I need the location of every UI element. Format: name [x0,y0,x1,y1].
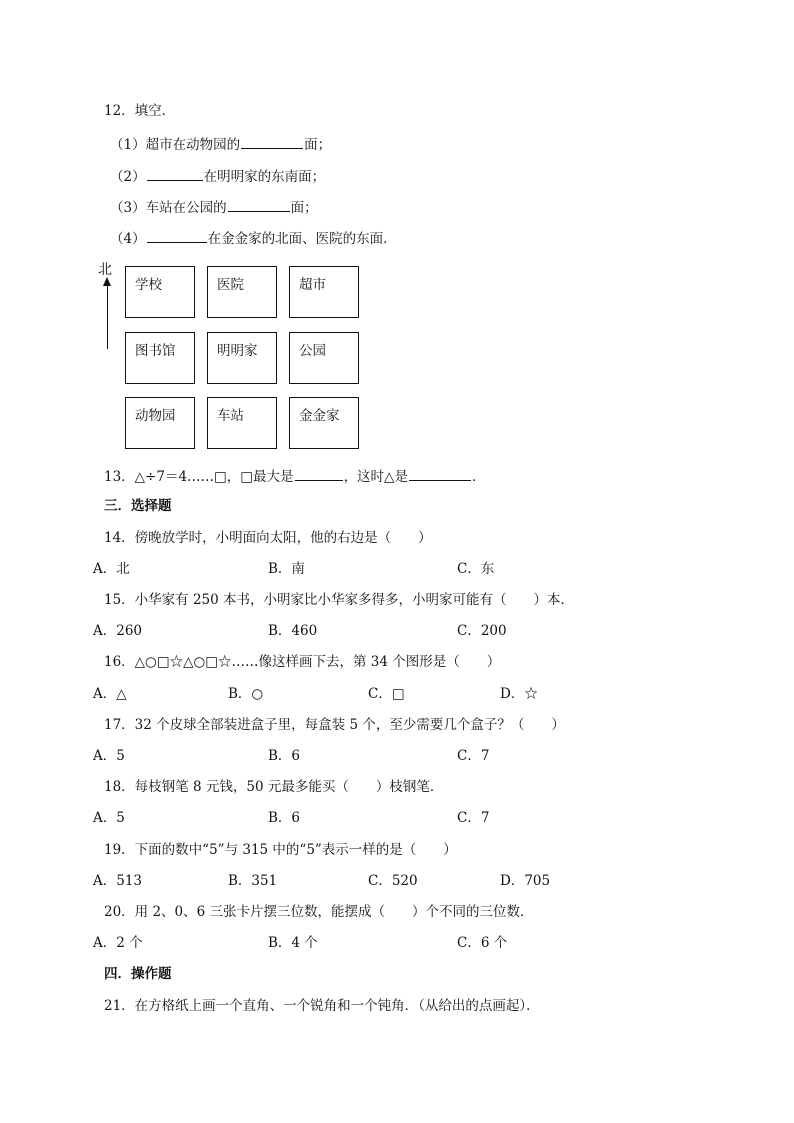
q17-option-c[interactable]: C．7 [457,748,490,764]
map-cell-library: 图书馆 [125,332,195,384]
q12-item-4-post: 在金金家的北面、医院的东面． [207,231,397,247]
q14-option-b[interactable]: B．南 [268,561,305,577]
q12-item-1-pre: （1）超市在动物园的 [110,137,241,153]
q14-option-a[interactable]: A．北 [93,561,130,577]
q15-option-c[interactable]: C．200 [457,623,507,639]
q13-post: ． [471,469,486,485]
q15-option-a[interactable]: A．260 [93,623,143,639]
q12-item-3 [110,197,318,217]
q12-item-1 [110,134,331,154]
q12-item-2-post: 在明明家的东南面； [203,169,326,185]
q12-item-1-blank[interactable] [241,134,303,149]
map-cell-zoo: 动物园 [125,397,195,449]
q13 [104,466,485,486]
q15-stem: 15．小华家有 250 本书，小明家比小华家多得多，小明家可能有（ ）本． [104,592,575,608]
q12-item-2-pre: （2） [110,169,146,185]
map-cell-hospital: 医院 [207,266,277,318]
map-cell-school: 学校 [125,266,195,318]
q12-item-4-pre: （4） [110,231,146,247]
q17-option-b[interactable]: B．6 [268,748,301,764]
q19-option-b[interactable]: B．351 [228,873,278,889]
q17-stem: 17．32 个皮球全部装进盒子里，每盒装 5 个，至少需要几个盒子？（ ） [104,717,565,733]
section-choice-heading: 三．选择题 [104,498,172,514]
q16-option-a[interactable]: A．△ [93,686,127,702]
q17-option-a[interactable]: A．5 [93,748,125,764]
q15-option-b[interactable]: B．460 [268,623,318,639]
map-cell-jinjin-home: 金金家 [289,397,359,449]
q19-option-a[interactable]: A．513 [93,873,143,889]
q14-stem: 14．傍晚放学时，小明面向太阳，他的右边是（ ） [104,530,432,546]
q12-item-1-post: 面； [304,137,332,153]
q18-option-b[interactable]: B．6 [268,810,301,826]
q20-stem: 20．用 2、0、6 三张卡片摆三位数，能摆成（ ）个不同的三位数． [104,904,534,920]
q12-item-2 [110,166,325,186]
q16-option-c[interactable]: C．□ [368,686,405,702]
map-cell-station: 车站 [207,397,277,449]
q16-stem: 16．△○□☆△○□☆……像这样画下去，第 34 个图形是（ ） [104,654,501,670]
q12-item-3-blank[interactable] [228,197,290,212]
north-arrow-line [107,285,108,349]
q20-option-c[interactable]: C．6 个 [457,935,508,951]
q16-option-d[interactable]: D．☆ [500,686,538,702]
q19-stem: 19．下面的数中“5”与 315 中的“5”表示一样的是（ ） [104,842,457,858]
q14-option-c[interactable]: C．东 [457,561,495,577]
q20-option-b[interactable]: B．4 个 [268,935,318,951]
q19-option-c[interactable]: C．520 [368,873,418,889]
q12-item-4-blank[interactable] [147,228,207,243]
north-label: 北 [98,262,112,278]
q18-option-a[interactable]: A．5 [93,810,125,826]
q12-item-2-blank[interactable] [147,166,203,181]
q18-stem: 18．每枝钢笔 8 元钱，50 元最多能买（ ）枝钢笔． [104,779,444,795]
q12-item-3-post: 面； [290,200,318,216]
q13-blank-1[interactable] [295,466,343,481]
q20-option-a[interactable]: A．2 个 [93,935,143,951]
q18-option-c[interactable]: C．7 [457,810,490,826]
q16-option-b[interactable]: B．○ [228,686,264,702]
map-cell-mingming-home: 明明家 [207,332,277,384]
q12-title: 12．填空． [104,103,176,119]
map-cell-park: 公园 [289,332,359,384]
map-cell-supermarket: 超市 [289,266,359,318]
q12-item-3-pre: （3）车站在公园的 [110,200,227,216]
q21-stem: 21．在方格纸上画一个直角、一个锐角和一个钝角．（从给出的点画起）． [104,998,540,1014]
section-operation-heading: 四．操作题 [104,966,172,982]
q19-option-d[interactable]: D．705 [500,873,551,889]
q13-mid: ，这时△是 [343,469,408,485]
q12-item-4 [110,228,397,248]
q13-pre: 13．△÷7＝4……□，□最大是 [104,469,294,485]
q13-blank-2[interactable] [409,466,471,481]
